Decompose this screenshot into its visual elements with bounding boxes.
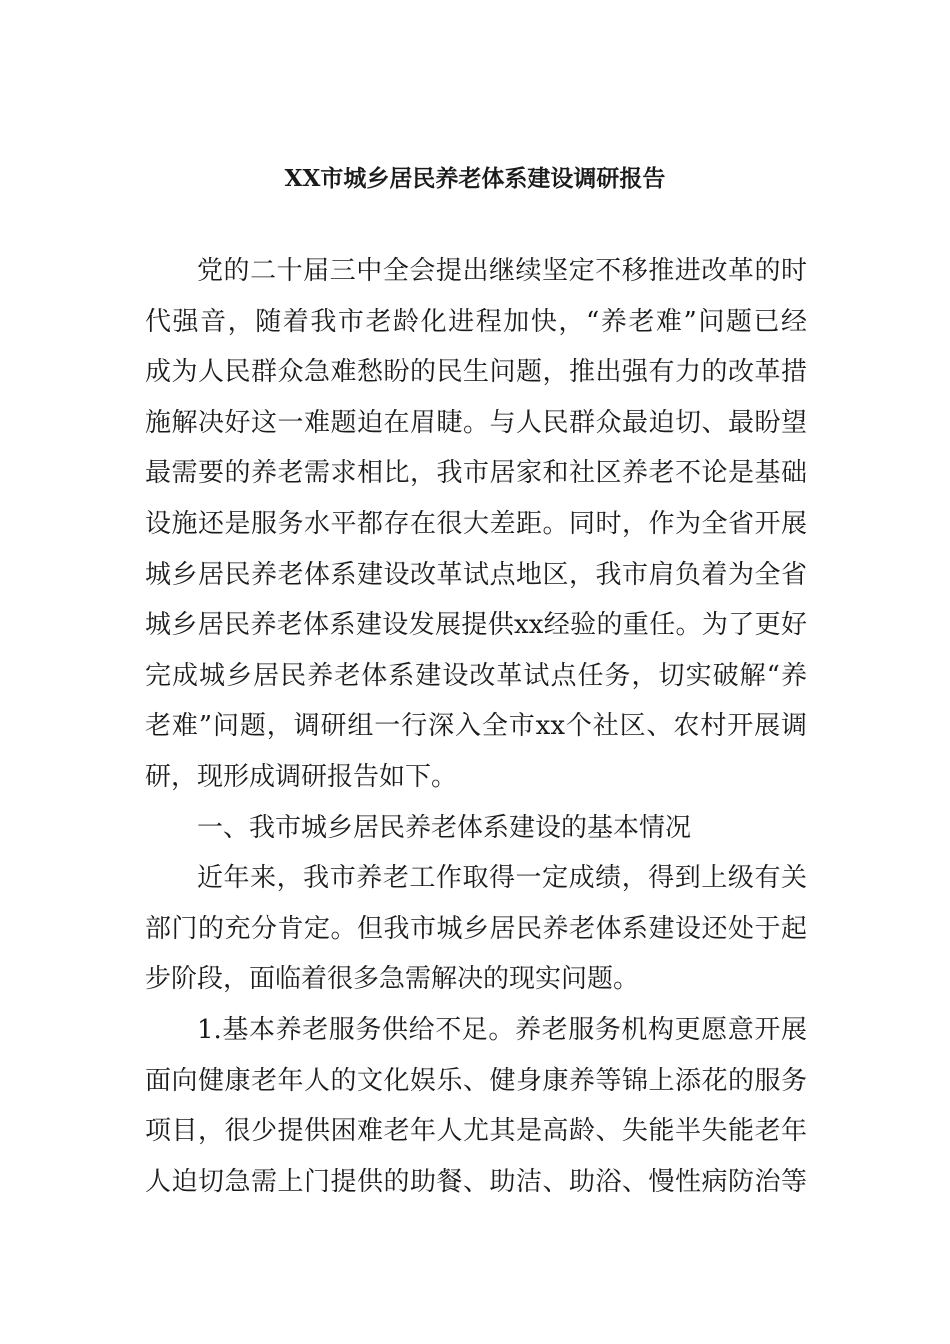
text-line: 老难”问题，调研组一行深入全市xx个社区、农村开展调 [145, 711, 807, 742]
text-line: 一、我市城乡居民养老体系建设的基本情况 [197, 812, 692, 843]
text-line: 成为人民群众急难愁盼的民生问题，推出强有力的改革措 [145, 357, 807, 388]
document-body [145, 246, 807, 1207]
text-line: 城乡居民养老体系建设改革试点地区，我市肩负着为全省 [145, 559, 807, 590]
text-line: 城乡居民养老体系建设发展提供xx经验的重任。为了更好 [145, 610, 807, 641]
text-line: 项目，很少提供困难老年人尤其是高龄、失能半失能老年 [145, 1116, 807, 1147]
text-line: 代强音，随着我市老龄化进程加快，“养老难”问题已经 [145, 306, 807, 337]
text-line: 步阶段，面临着很多急需解决的现实问题。 [145, 964, 640, 995]
paragraph-intro [145, 246, 807, 803]
section-heading [145, 803, 807, 854]
paragraph-overview [145, 853, 807, 1005]
text-line: 最需要的养老需求相比，我市居家和社区养老不论是基础 [145, 458, 807, 489]
text-line: 面向健康老年人的文化娱乐、健身康养等锦上添花的服务 [145, 1065, 807, 1096]
text-line: 研，现形成调研报告如下。 [145, 761, 458, 792]
text-line: 党的二十届三中全会提出继续坚定不移推进改革的时 [197, 256, 807, 286]
paragraph-point-1 [145, 1005, 807, 1207]
text-line: 人迫切急需上门提供的助餐、助洁、助浴、慢性病防治等 [145, 1166, 807, 1197]
text-line: 设施还是服务水平都存在很大差距。同时，作为全省开展 [145, 508, 807, 539]
text-line: 施解决好这一难题迫在眉睫。与人民群众最迫切、最盼望 [145, 407, 807, 438]
text-line: 近年来，我市养老工作取得一定成绩，得到上级有关 [197, 863, 807, 894]
document-title: XX市城乡居民养老体系建设调研报告 [284, 165, 666, 192]
text-line: 部门的充分肯定。但我市城乡居民养老体系建设还处于起 [145, 913, 807, 944]
text-line: 1.基本养老服务供给不足。养老服务机构更愿意开展 [197, 1014, 807, 1045]
text-line: 完成城乡居民养老体系建设改革试点任务，切实破解“养 [145, 660, 807, 691]
